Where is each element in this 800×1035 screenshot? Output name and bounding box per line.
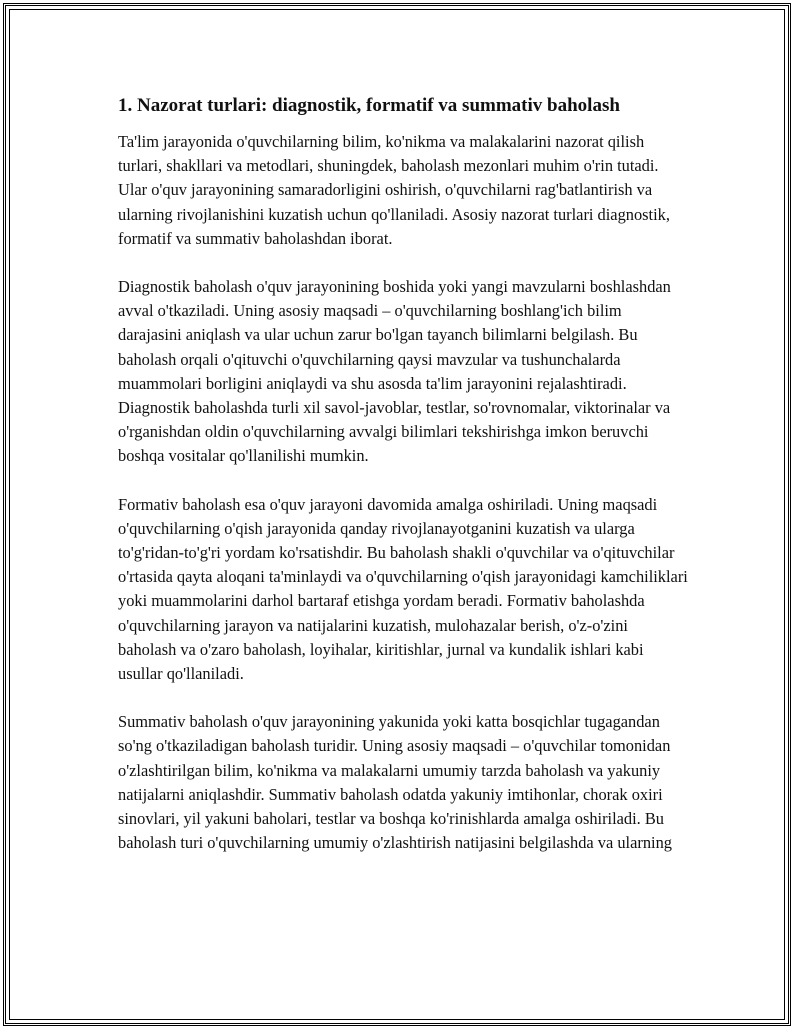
paragraph-diagnostic: Diagnostik baholash o'quv jarayonining boshida yoki yangi mavzularni boshlashdan avval o'tkaziladi. Uning asosiy maqsadi – o'quvchilarning boshlang'ich bilim darajasini aniqlash va ular uchun zarur bo'lgan tayanch bilimlarni belgilash. Bu baholash orqali o'qituvchi o'quvchilarning qaysi mavzular va tushunchalarda muammolari borligini aniqlaydi va shu asosda ta'lim jarayonini rejalashtiradi. Diagnostik baholashda turli xil savol-javoblar, testlar, so'rovnomalar, viktorinalar va o'rganishdan oldin o'quvchilarning avvalgi bilimlari tekshirishga imkon beruvchi boshqa vositalar qo'llanilishi mumkin. (118, 277, 671, 466)
paragraph-intro: Ta'lim jarayonida o'quvchilarning bilim, ko'nikma va malakalarini nazorat qilish turlari, shakllari va metodlari, shuningdek, baholash mezonlari muhim o'rin tutadi. Ular o'quv jarayonining samaradorligini oshirish, o'quvchilarni rag'batlantirish va ularning rivojlanishini kuzatish uchun qo'llaniladi. Asosiy nazorat turlari diagnostik, formatif va summativ baholashdan iborat. (118, 132, 670, 248)
document-body (118, 94, 688, 879)
paragraph-summative: Summativ baholash o'quv jarayonining yakunida yoki katta bosqichlar tugagandan so'ng o'tkaziladigan baholash turidir. Uning asosiy maqsadi – o'quvchilar tomonidan o'zlashtirilgan bilim, ko'nikma va malakalarni umumiy tarzda baholash va yakuniy natijalarni aniqlashdir. Summativ baholash odatda yakuniy imtihonlar, chorak oxiri sinovlari, yil yakuni baholari, testlar va boshqa ko'rinishlarda amalga oshiriladi. Bu baholash turi o'quvchilarning umumiy o'zlashtirish natijasini belgilashda va ularning (118, 712, 672, 853)
section-heading: 1. Nazorat turlari: diagnostik, formatif va summativ baholash (118, 95, 620, 116)
paragraph-formative: Formativ baholash esa o'quv jarayoni davomida amalga oshiriladi. Uning maqsadi o'quvchilarning o'qish jarayonida qanday rivojlanayotganini kuzatish va ularga to'g'ridan-to'g'ri yordam ko'rsatishdir. Bu baholash shakli o'quvchilar va o'qituvchilar o'rtasida qayta aloqani ta'minlaydi va o'quvchilarning o'qish jarayonidagi kamchiliklari yoki muammolarini darhol bartaraf etishga yordam beradi. Formativ baholashda o'quvchilarning jarayon va natijalarini kuzatish, mulohazalar berish, o'z-o'zini baholash va o'zaro baholash, loyihalar, kiritishlar, jurnal va kundalik ishlari kabi usullar qo'llaniladi. (118, 494, 688, 684)
